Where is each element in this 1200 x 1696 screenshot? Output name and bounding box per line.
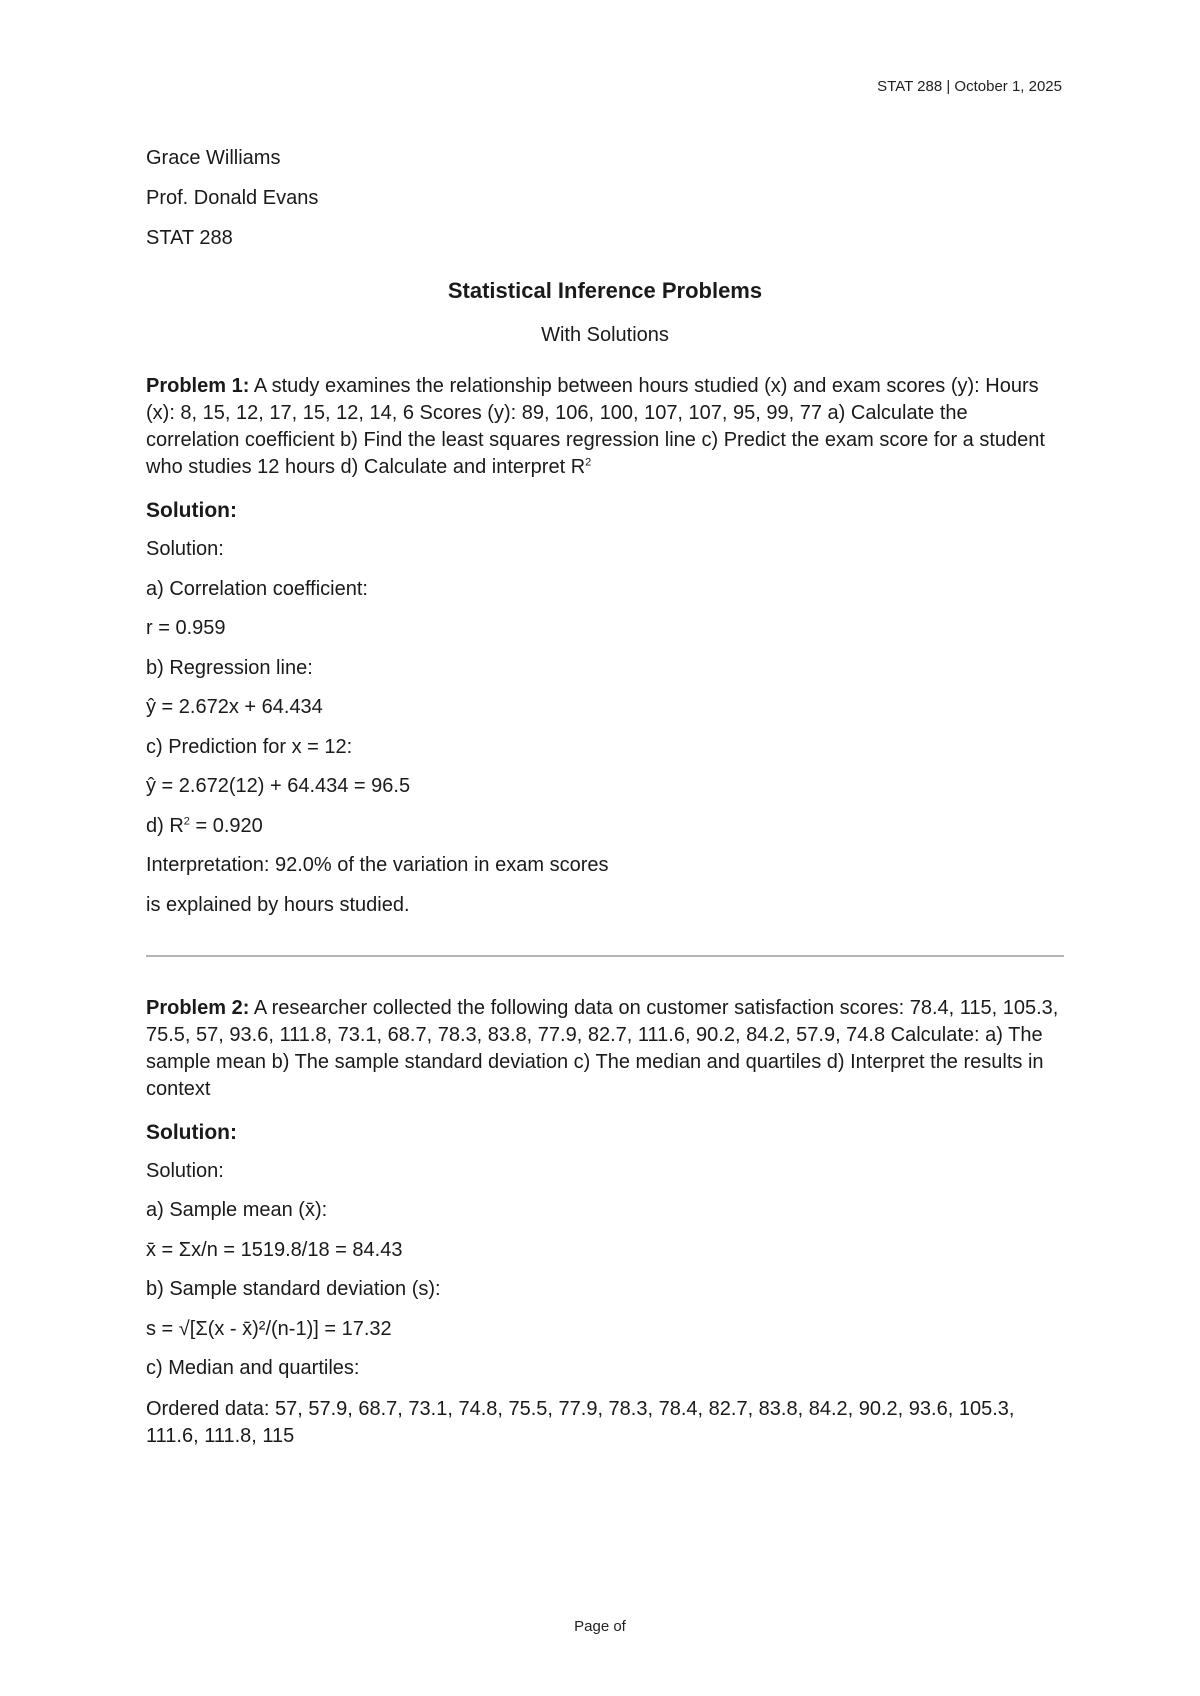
interpretation-line: Interpretation: 92.0% of the variation in exam scores: [146, 854, 609, 876]
r-squared-line: [146, 814, 1064, 838]
solution-line: b) Sample standard deviation (s):: [146, 1278, 441, 1300]
header-course-date: STAT 288 | October 1, 2025: [877, 78, 1062, 95]
problem-2-text: A researcher collected the following data on customer satisfaction scores: 78.4, 115, 105.3, 75.5, 57, 93.6, 111.8, 73.1, 68.7, 78.3, 83.8, 77.9, 82.7, 111.6, 90.2, 84.2, 57.9, 74.8 Calculate: a) The sample mean b) The sample standard deviation c) The median and quartiles d) Interpret the results in context: [146, 996, 1059, 1100]
solution-line: x̄ = Σx/n = 1519.8/18 = 84.43: [146, 1238, 403, 1261]
solution-line: c) Prediction for x = 12:: [146, 735, 353, 758]
r-squared-superscript: 2: [183, 814, 190, 827]
r-squared-prefix: d) R: [146, 814, 184, 837]
problem-1-superscript: 2: [585, 456, 592, 469]
solution-line: ŷ = 2.672x + 64.434: [146, 696, 323, 718]
problem-2-solution-heading: Solution:: [146, 1120, 237, 1144]
solution-line: a) Sample mean (x̄):: [146, 1199, 328, 1221]
professor-name: Prof. Donald Evans: [146, 187, 319, 209]
solution-line: Solution:: [146, 1159, 224, 1182]
problem-1-statement: [146, 373, 1064, 481]
r-squared-value: = 0.920: [189, 814, 263, 837]
ordered-data-line: Ordered data: 57, 57.9, 68.7, 73.1, 74.8, 75.5, 77.9, 78.3, 78.4, 82.7, 83.8, 84.2, 90.2, 93.6, 105.3, 111.6, 111.8, 115: [146, 1397, 1015, 1447]
problem-1-solution-heading: Solution:: [146, 499, 237, 522]
solution-line: r = 0.959: [146, 617, 226, 639]
problem-1-text: A study examines the relationship between hours studied (x) and exam scores (y): Hours (x): 8, 15, 12, 17, 15, 12, 14, 6 Scores (y): 89, 106, 100, 107, 107, 95, 99, 77 a) Calculate the correlation coefficient b) Find the least squares regression line c) Predict the exam score for a student who studies 12 hours d) Calculate and interpret R: [146, 375, 1045, 478]
solution-line: c) Median and quartiles:: [146, 1357, 360, 1379]
page-footer: Page of: [574, 1618, 626, 1635]
document-body: [146, 146, 1064, 1465]
student-name: Grace Williams: [146, 147, 281, 169]
solution-line: s = √[Σ(x - x̄)²/(n-1)] = 17.32: [146, 1317, 392, 1340]
problem-2-label: Problem 2:: [146, 996, 250, 1019]
document-title: Statistical Inference Problems: [447, 278, 763, 303]
solution-line: a) Correlation coefficient:: [146, 577, 368, 600]
problem-2-statement: [146, 995, 1064, 1103]
solution-line: ŷ = 2.672(12) + 64.434 = 96.5: [146, 775, 411, 797]
document-subtitle: With Solutions: [541, 324, 669, 346]
section-divider: [146, 955, 1064, 957]
interpretation-line: is explained by hours studied.: [146, 893, 410, 916]
solution-line: Solution:: [146, 538, 224, 560]
solution-line: b) Regression line:: [146, 656, 313, 679]
course-code: STAT 288: [146, 227, 233, 249]
problem-1-label: Problem 1:: [146, 375, 250, 397]
